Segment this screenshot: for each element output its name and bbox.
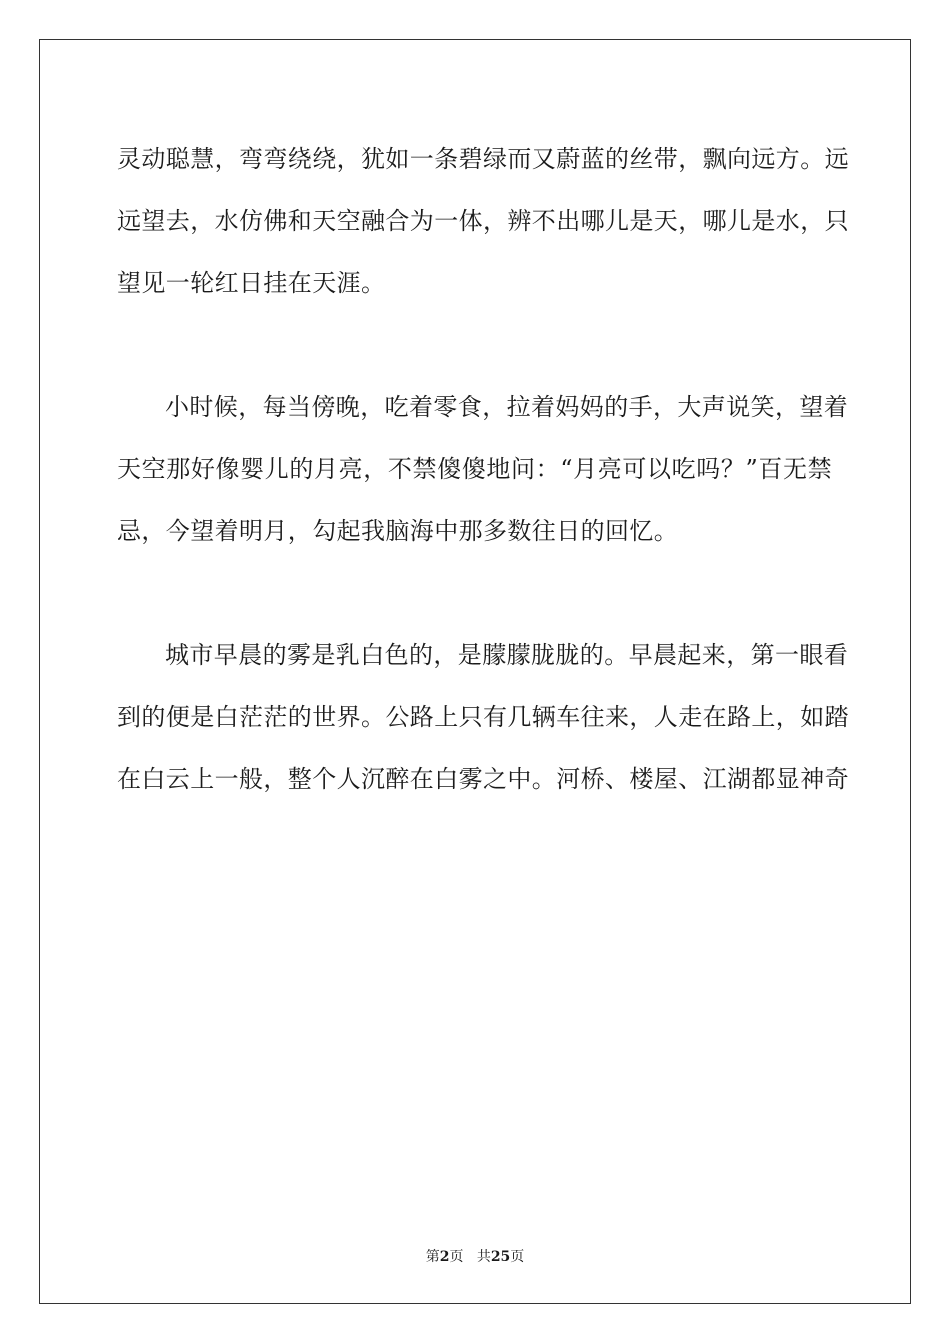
total-suffix: 页 (510, 1249, 525, 1265)
blank-line (117, 314, 832, 376)
text-line-content: 城市早晨的雾是乳白色的，是朦朦胧胧的。早晨起来，第一眼看 (165, 641, 849, 669)
text-line (117, 376, 849, 438)
text-line: 灵动聪慧，弯弯绕绕，犹如一条碧绿而又蔚蓝的丝带，飘向远方。远 (117, 145, 849, 173)
total-pages: 25 (490, 1249, 511, 1265)
page-number: 2 (439, 1249, 450, 1265)
text-line-content: 小时候，每当傍晚，吃着零食，拉着妈妈的手，大声说笑，望着 (165, 393, 849, 421)
text-line: 到的便是白茫茫的世界。公路上只有几辆车往来，人走在路上，如踏 (117, 703, 849, 731)
text-line: 望见一轮红日挂在天涯。 (117, 269, 386, 297)
text-line: 忌，今望着明月，勾起我脑海中那多数往日的回忆。 (117, 517, 679, 545)
document-body (117, 128, 849, 810)
blank-line (117, 562, 832, 624)
text-line: 天空那好像婴儿的月亮，不禁傻傻地问：“月亮可以吃吗？”百无禁 (117, 455, 832, 483)
text-line: 在白云上一般，整个人沉醉在白雾之中。河桥、楼屋、江湖都显神奇 (117, 765, 849, 793)
text-line (117, 624, 849, 686)
page-suffix: 页 (449, 1249, 464, 1265)
text-line: 远望去，水仿佛和天空融合为一体，辨不出哪儿是天，哪儿是水，只 (117, 207, 849, 235)
page-prefix: 第 (425, 1249, 440, 1265)
page-footer (0, 1246, 950, 1266)
total-prefix: 共 (476, 1249, 491, 1265)
